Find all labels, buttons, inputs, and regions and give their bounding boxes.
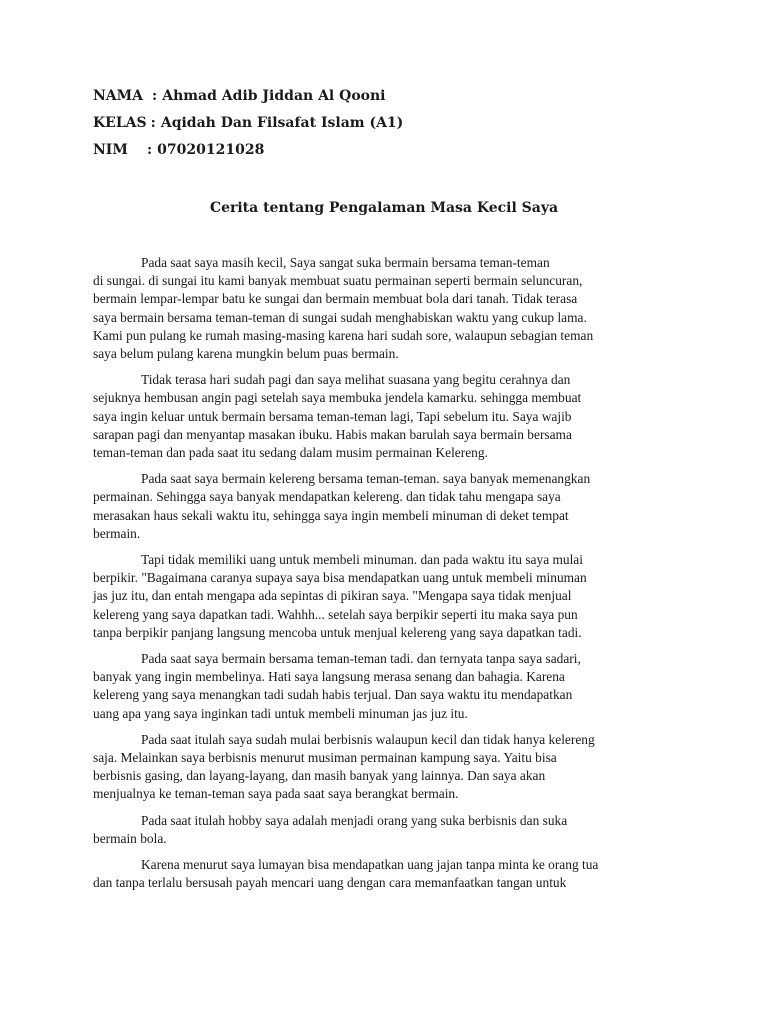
- paragraph-line: saya ingin keluar untuk bermain bersama teman-teman lagi, Tapi sebelum itu. Saya wajib: [93, 408, 572, 424]
- paragraph-line: saya belum pulang karena mungkin belum puas bermain.: [93, 346, 399, 362]
- paragraph: [93, 650, 683, 723]
- kelas-value: Aqidah Dan Filsafat Islam (A1): [160, 115, 404, 131]
- paragraph: [93, 551, 683, 642]
- paragraph-line: Pada saat itulah hobby saya adalah menjadi orang yang suka berbisnis dan suka: [141, 812, 568, 828]
- paragraph: [93, 812, 683, 848]
- paragraph: [93, 371, 683, 462]
- paragraph-line: Pada saat saya bermain kelereng bersama teman-teman. saya banyak memenangkan: [141, 471, 591, 487]
- paragraph-line: merasakan haus sekali waktu itu, sehingga saya ingin membeli minuman di deket tempat: [93, 507, 569, 523]
- nama-row: [93, 87, 403, 114]
- paragraph-line: Tapi tidak memiliki uang untuk membeli minuman. dan pada waktu itu saya mulai: [141, 552, 583, 568]
- paragraph-line: saya bermain bersama teman-teman di sungai sudah menghabiskan waktu yang cukup lama.: [93, 309, 587, 325]
- paragraph-line: Tidak terasa hari sudah pagi dan saya melihat suasana yang begitu cerahnya dan: [141, 372, 571, 388]
- paragraph-line: Pada saat itulah saya sudah mulai berbisnis walaupun kecil dan tidak hanya kelereng: [141, 731, 595, 747]
- paragraph-line: uang apa yang saya inginkan tadi untuk membeli minuman jas juz itu.: [93, 705, 468, 721]
- kelas-label: KELAS: [93, 115, 147, 131]
- paragraph-line: jas juz itu, dan entah mengapa ada sepintas di pikiran saya. "Mengapa saya tidak menjual: [93, 588, 572, 604]
- student-info: [93, 87, 403, 168]
- paragraph-line: saja. Melainkan saya berbisnis menurut musiman permainan kampung saya. Yaitu bisa: [93, 750, 557, 766]
- paragraph-line: berbisnis gasing, dan layang-layang, dan masih banyak yang lainnya. Dan saya akan: [93, 768, 546, 784]
- paragraph-line: Kami pun pulang ke rumah masing-masing karena hari sudah sore, walaupun sebagian teman: [93, 327, 594, 343]
- paragraph-line: kelereng yang saya dapatkan tadi. Wahhh... setelah saya berpikir seperti itu maka saya pun: [93, 606, 578, 622]
- paragraph: [93, 470, 683, 543]
- paragraph: [93, 254, 683, 363]
- paragraph-line: Pada saat saya bermain bersama teman-teman tadi. dan ternyata tanpa saya sadari,: [141, 651, 581, 667]
- nim-row: [93, 141, 403, 168]
- paragraph-line: dan tanpa terlalu bersusah payah mencari uang dengan cara memanfaatkan tangan untuk: [93, 875, 567, 891]
- paragraph-line: berpikir. "Bagaimana caranya supaya saya bisa mendapatkan uang untuk membeli minuman: [93, 570, 587, 586]
- paragraph-line: menjualnya ke teman-teman saya pada saat saya berangkat bermain.: [93, 786, 459, 802]
- story-body: [93, 254, 683, 901]
- nama-value: Ahmad Adib Jiddan Al Qooni: [162, 88, 386, 104]
- nama-separator: :: [152, 88, 158, 104]
- nama-label: NAMA: [93, 88, 144, 104]
- paragraph-line: Pada saat saya masih kecil, Saya sangat suka bermain bersama teman-teman: [141, 255, 550, 270]
- kelas-row: [93, 114, 403, 141]
- paragraph: [93, 731, 683, 804]
- document-title: Cerita tentang Pengalaman Masa Kecil Saya: [209, 200, 559, 216]
- paragraph-line: permainan. Sehingga saya banyak mendapatkan kelereng. dan tidak tahu mengapa saya: [93, 489, 561, 505]
- nim-separator: :: [147, 142, 153, 158]
- paragraph-line: di sungai. di sungai itu kami banyak membuat suatu permainan seperti bermain seluncuran,: [93, 273, 583, 289]
- paragraph-line: tanpa berpikir panjang langsung mencoba untuk menjual kelereng yang saya dapatkan tadi.: [93, 624, 582, 640]
- nim-label: NIM: [93, 142, 128, 158]
- paragraph-line: Karena menurut saya lumayan bisa mendapatkan uang jajan tanpa minta ke orang tua: [141, 857, 599, 873]
- nim-value: 07020121028: [157, 142, 265, 158]
- paragraph-line: bermain bola.: [93, 830, 167, 846]
- paragraph-line: teman-teman dan pada saat itu sedang dalam musim permainan Kelereng.: [93, 445, 488, 461]
- kelas-separator: :: [150, 115, 156, 131]
- paragraph-line: sejuknya hembusan angin pagi setelah saya membuka jendela kamarku. sehingga membuat: [93, 390, 582, 406]
- paragraph: [93, 856, 683, 892]
- paragraph-line: sarapan pagi dan menyantap masakan ibuku. Habis makan barulah saya bermain bersama: [93, 426, 572, 442]
- paragraph-line: banyak yang ingin membelinya. Hati saya langsung merasa senang dan bahagia. Karena: [93, 669, 565, 685]
- paragraph-line: bermain lempar-lempar batu ke sungai dan bermain membuat bola dari tanah. Tidak terasa: [93, 291, 578, 307]
- paragraph-line: bermain.: [93, 525, 141, 541]
- paragraph-line: kelereng yang saya menangkan tadi sudah habis terjual. Dan saya waktu itu mendapatkan: [93, 687, 573, 703]
